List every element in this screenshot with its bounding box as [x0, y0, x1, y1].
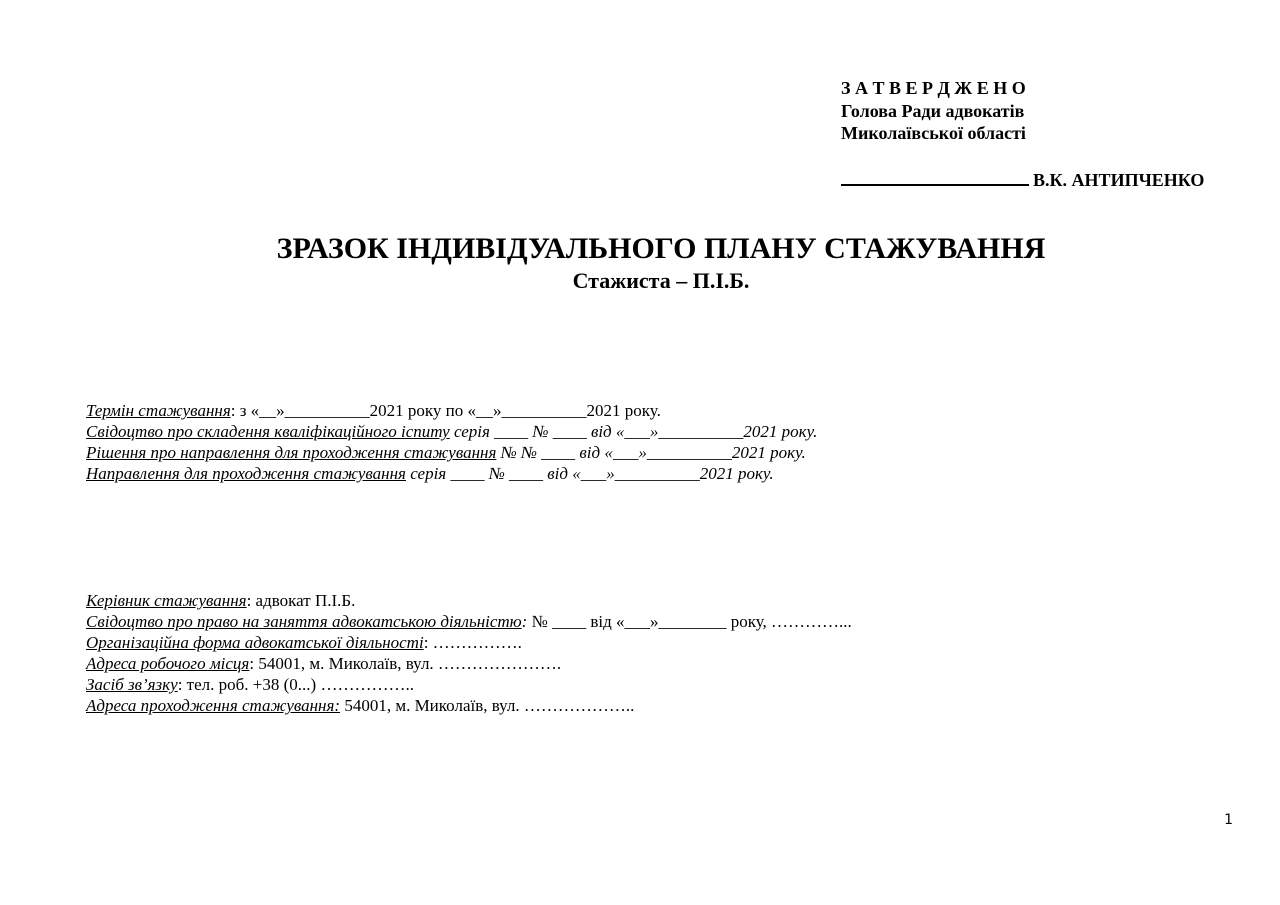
- certificate-label: Свідоцтво про складення кваліфікаційного іспиту: [86, 422, 450, 441]
- referral-label: Направлення для проходження стажування: [86, 464, 406, 483]
- approval-position: Голова Ради адвокатів: [841, 100, 1025, 121]
- page-number: 1: [1224, 812, 1233, 828]
- approval-block: [841, 77, 1204, 191]
- term-value: : з «__»__________2021 року по «__»__________2021 року.: [230, 401, 661, 420]
- supervisor-label: Керівник стажування: [86, 591, 247, 610]
- referral-value: серія ____ № ____ від «___»__________2021 року.: [405, 464, 774, 483]
- supervisor-details: [86, 590, 852, 716]
- document-title: ЗРАЗОК ІНДИВІДУАЛЬНОГО ПЛАНУ СТАЖУВАННЯ: [276, 232, 1046, 265]
- signature-line: [841, 167, 1029, 186]
- certificate-line: [86, 421, 817, 442]
- license-label: Свідоцтво про право на заняття адвокатською діяльністю: [86, 612, 522, 631]
- supervisor-line: [86, 590, 852, 611]
- contact-value: : тел. роб. +38 (0...) ……………..: [177, 675, 414, 694]
- contact-label: Засіб зв’язку: [86, 675, 178, 694]
- term-line: [86, 400, 817, 421]
- decision-label: Рішення про направлення для проходження стажування: [86, 443, 497, 462]
- term-label: Термін стажування: [86, 401, 231, 420]
- internship-address-label: Адреса проходження стажування:: [86, 696, 341, 715]
- approval-heading: З А Т В Е Р Д Ж Е Н О: [841, 78, 1026, 98]
- document-subtitle: Стажиста – П.І.Б.: [572, 268, 750, 293]
- org-form-value: : …………….: [423, 633, 522, 652]
- internship-details: [86, 400, 817, 484]
- workplace-line: [86, 653, 852, 674]
- signatory-name: В.К. АНТИПЧЕНКО: [1033, 169, 1205, 190]
- org-form-label: Організаційна форма адвокатської діяльності: [86, 633, 424, 652]
- workplace-label: Адреса робочого місця: [86, 654, 250, 673]
- license-colon: :: [521, 612, 528, 631]
- referral-line: [86, 463, 817, 484]
- signature-row: [841, 167, 1204, 192]
- certificate-value: серія ____ № ____ від «___»__________2021 року.: [449, 422, 818, 441]
- org-form-line: [86, 632, 852, 653]
- approval-region: Миколаївської області: [841, 123, 1026, 143]
- decision-value: № № ____ від «___»__________2021 року.: [496, 443, 806, 462]
- license-line: [86, 611, 852, 632]
- internship-address-value: 54001, м. Миколаїв, вул. ………………..: [340, 696, 635, 715]
- license-value: № ____ від «___»________ року, …………...: [527, 612, 852, 631]
- approval-spacer: [841, 145, 1204, 167]
- supervisor-value: : адвокат П.І.Б.: [246, 591, 356, 610]
- contact-line: [86, 674, 852, 695]
- decision-line: [86, 442, 817, 463]
- internship-address-line: [86, 695, 852, 716]
- workplace-value: : 54001, м. Миколаїв, вул. ………………….: [249, 654, 562, 673]
